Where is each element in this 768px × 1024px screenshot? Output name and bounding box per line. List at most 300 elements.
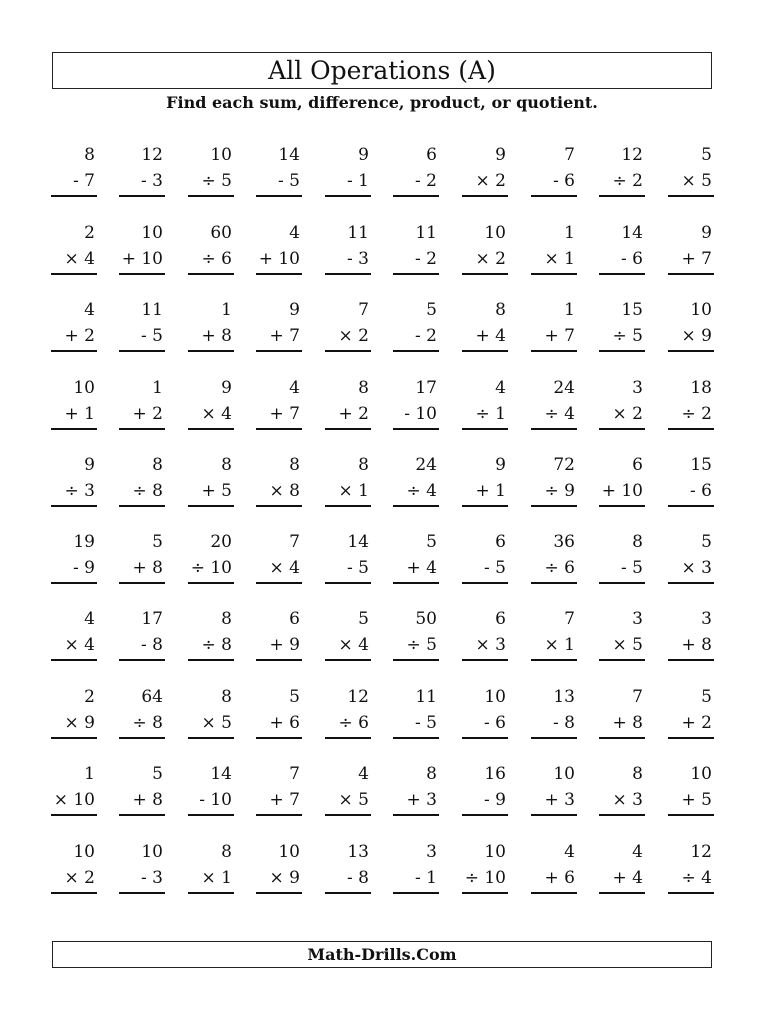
problem-top-number: 15 [690,455,712,475]
answer-line [256,350,302,352]
problem-top-number: 8 [632,764,643,784]
answer-line [188,582,234,584]
problem-operator-number: + 5 [681,790,712,810]
problem-operator-number: × 5 [681,171,712,191]
problem-operator-number: × 1 [338,481,369,501]
problem [119,609,165,669]
problem-top-number: 8 [221,455,232,475]
problem [668,842,714,902]
problem [668,455,714,515]
answer-line [119,195,165,197]
problem-operator-number: ÷ 10 [464,868,506,888]
problem-operator-number: - 9 [484,790,506,810]
problem-top-number: 6 [495,532,506,552]
answer-line [393,737,439,739]
problem [119,145,165,205]
problem-top-number: 10 [278,842,300,862]
problem-top-number: 50 [415,609,437,629]
problem-top-number: 9 [495,455,506,475]
problem-top-number: 3 [701,609,712,629]
problem-top-number: 1 [564,223,575,243]
problem-top-number: 10 [73,842,95,862]
answer-line [51,273,97,275]
problem-top-number: 9 [221,378,232,398]
problem-operator-number: ÷ 8 [132,481,163,501]
problem-operator-number: ÷ 9 [544,481,575,501]
problem-operator-number: + 10 [258,249,300,269]
answer-line [256,505,302,507]
answer-line [188,505,234,507]
problem-operator-number: - 6 [484,713,506,733]
problem-operator-number: × 9 [64,713,95,733]
problem-operator-number: - 2 [415,171,437,191]
problem-operator-number: - 5 [484,558,506,578]
problem-top-number: 11 [347,223,369,243]
problem-operator-number: - 10 [199,790,232,810]
problem-operator-number: + 7 [269,326,300,346]
problem-operator-number: - 5 [415,713,437,733]
problem [531,842,577,902]
answer-line [462,814,508,816]
problem [51,842,97,902]
problem-top-number: 10 [141,223,163,243]
problem [599,764,645,824]
answer-line [119,892,165,894]
problem [51,145,97,205]
answer-line [462,737,508,739]
answer-line [462,659,508,661]
answer-line [462,273,508,275]
problem-operator-number: ÷ 6 [338,713,369,733]
problem-top-number: 1 [564,300,575,320]
problem-operator-number: ÷ 4 [406,481,437,501]
problem [393,609,439,669]
problem-operator-number: + 1 [475,481,506,501]
problem-operator-number: ÷ 4 [544,404,575,424]
problem-operator-number: × 4 [201,404,232,424]
problem-operator-number: ÷ 5 [201,171,232,191]
answer-line [599,505,645,507]
problem [188,145,234,205]
problem [256,378,302,438]
answer-line [531,350,577,352]
answer-line [393,428,439,430]
answer-line [256,659,302,661]
problem-top-number: 5 [426,300,437,320]
problem [51,764,97,824]
problem-operator-number: × 3 [612,790,643,810]
problem [668,378,714,438]
problem-operator-number: ÷ 2 [612,171,643,191]
problem-top-number: 12 [621,145,643,165]
answer-line [51,505,97,507]
answer-line [668,659,714,661]
problem [599,300,645,360]
answer-line [188,737,234,739]
problem-top-number: 2 [84,687,95,707]
problem-operator-number: + 8 [132,558,163,578]
problem [462,455,508,515]
answer-line [531,892,577,894]
answer-line [462,195,508,197]
problem-top-number: 5 [358,609,369,629]
problem [531,300,577,360]
problem [325,223,371,283]
problem-operator-number: - 5 [347,558,369,578]
problem-operator-number: × 2 [612,404,643,424]
problem-top-number: 3 [632,378,643,398]
problem-top-number: 4 [289,223,300,243]
answer-line [393,273,439,275]
problem-top-number: 1 [84,764,95,784]
problem-top-number: 10 [210,145,232,165]
problem-operator-number: - 5 [141,326,163,346]
answer-line [51,582,97,584]
problem [188,378,234,438]
problem-operator-number: × 4 [269,558,300,578]
problem [531,764,577,824]
problem [599,455,645,515]
answer-line [599,892,645,894]
answer-line [51,350,97,352]
answer-line [668,350,714,352]
problem [256,455,302,515]
answer-line [325,505,371,507]
problem-top-number: 8 [152,455,163,475]
problem-operator-number: - 7 [73,171,95,191]
problem [531,609,577,669]
problem-operator-number: - 3 [141,868,163,888]
answer-line [531,814,577,816]
problem [462,764,508,824]
answer-line [462,428,508,430]
problem-top-number: 12 [690,842,712,862]
problem-top-number: 5 [152,532,163,552]
problem-operator-number: ÷ 3 [64,481,95,501]
problem [119,687,165,747]
problem-top-number: 6 [495,609,506,629]
answer-line [325,428,371,430]
worksheet-title: All Operations (A) [52,52,712,89]
problem-operator-number: + 4 [406,558,437,578]
answer-line [188,428,234,430]
problem [119,455,165,515]
problem [668,609,714,669]
problem [325,532,371,592]
problem-top-number: 1 [152,378,163,398]
problem-top-number: 6 [632,455,643,475]
answer-line [668,582,714,584]
problem [188,687,234,747]
answer-line [325,582,371,584]
problem-operator-number: - 1 [415,868,437,888]
answer-line [188,350,234,352]
answer-line [119,428,165,430]
problem-operator-number: + 7 [269,790,300,810]
problem-operator-number: ÷ 6 [544,558,575,578]
problem-operator-number: - 5 [621,558,643,578]
problem [325,145,371,205]
problem [188,842,234,902]
problem [668,764,714,824]
answer-line [599,737,645,739]
problem-top-number: 10 [484,687,506,707]
problem-top-number: 64 [141,687,163,707]
answer-line [668,505,714,507]
problem-operator-number: + 2 [338,404,369,424]
answer-line [51,659,97,661]
problem-top-number: 8 [632,532,643,552]
problem-operator-number: + 6 [544,868,575,888]
problem-operator-number: + 4 [612,868,643,888]
problem [462,378,508,438]
problem-top-number: 7 [289,532,300,552]
problem-top-number: 4 [564,842,575,862]
problem-top-number: 60 [210,223,232,243]
problem [668,145,714,205]
problem-operator-number: × 5 [338,790,369,810]
footer-credit: Math-Drills.Com [52,941,712,968]
problem-top-number: 5 [289,687,300,707]
problem-top-number: 9 [701,223,712,243]
answer-line [531,505,577,507]
problem [256,300,302,360]
problem [256,764,302,824]
problem-top-number: 24 [553,378,575,398]
problem-top-number: 3 [426,842,437,862]
problem [51,455,97,515]
problem [668,300,714,360]
problem-top-number: 12 [141,145,163,165]
problem-operator-number: ÷ 10 [190,558,232,578]
problem-operator-number: - 2 [415,249,437,269]
problem-top-number: 8 [358,455,369,475]
problem [119,532,165,592]
problem-top-number: 1 [221,300,232,320]
problem-top-number: 8 [84,145,95,165]
answer-line [668,428,714,430]
answer-line [51,195,97,197]
problem-operator-number: × 2 [338,326,369,346]
problem [599,145,645,205]
problem [51,687,97,747]
problem-operator-number: × 4 [338,635,369,655]
answer-line [188,195,234,197]
answer-line [393,814,439,816]
problem [188,609,234,669]
problem-operator-number: + 8 [681,635,712,655]
problem [668,223,714,283]
answer-line [256,814,302,816]
problem-operator-number: × 2 [475,171,506,191]
problem [531,223,577,283]
answer-line [325,737,371,739]
problem-top-number: 72 [553,455,575,475]
answer-line [256,273,302,275]
problem [462,687,508,747]
problem [462,223,508,283]
problem-operator-number: ÷ 8 [201,635,232,655]
problem-top-number: 8 [221,687,232,707]
problem [51,532,97,592]
problem-operator-number: + 8 [201,326,232,346]
problem [119,378,165,438]
problem-top-number: 4 [632,842,643,862]
answer-line [531,428,577,430]
problem [119,223,165,283]
problem-top-number: 10 [690,764,712,784]
problem-operator-number: × 4 [64,249,95,269]
problem-operator-number: + 3 [406,790,437,810]
problem-top-number: 4 [289,378,300,398]
answer-line [256,892,302,894]
problem-top-number: 5 [701,687,712,707]
answer-line [325,273,371,275]
answer-line [668,814,714,816]
answer-line [393,582,439,584]
problem-top-number: 8 [221,842,232,862]
problem [599,532,645,592]
problem-top-number: 11 [415,223,437,243]
answer-line [325,814,371,816]
problem-top-number: 24 [415,455,437,475]
problem-operator-number: - 10 [404,404,437,424]
answer-line [51,428,97,430]
problem [325,687,371,747]
problem-operator-number: + 8 [612,713,643,733]
problem-operator-number: - 2 [415,326,437,346]
problem [462,609,508,669]
problem-top-number: 5 [701,145,712,165]
problem-operator-number: + 9 [269,635,300,655]
problem-operator-number: × 1 [201,868,232,888]
problem-top-number: 14 [621,223,643,243]
problem-top-number: 9 [84,455,95,475]
answer-line [119,582,165,584]
problem-top-number: 7 [564,609,575,629]
problem-top-number: 8 [358,378,369,398]
problem-operator-number: + 2 [132,404,163,424]
answer-line [668,195,714,197]
problem-top-number: 8 [289,455,300,475]
answer-line [599,273,645,275]
answer-line [531,582,577,584]
answer-line [256,582,302,584]
problem-top-number: 14 [210,764,232,784]
problem [256,532,302,592]
problem [462,145,508,205]
answer-line [325,350,371,352]
problem [256,609,302,669]
problem [393,223,439,283]
problem-top-number: 5 [152,764,163,784]
problem [462,300,508,360]
problem-top-number: 10 [484,223,506,243]
answer-line [188,892,234,894]
problem [393,764,439,824]
answer-line [462,505,508,507]
answer-line [393,892,439,894]
problem-top-number: 10 [553,764,575,784]
problem [599,687,645,747]
problem [325,609,371,669]
problem-operator-number: - 3 [141,171,163,191]
problem-operator-number: - 8 [141,635,163,655]
problem-operator-number: - 1 [347,171,369,191]
answer-line [51,814,97,816]
answer-line [325,659,371,661]
answer-line [325,892,371,894]
problem [393,378,439,438]
problem-operator-number: - 9 [73,558,95,578]
problem-operator-number: ÷ 8 [132,713,163,733]
problem-operator-number: - 5 [278,171,300,191]
problem [599,842,645,902]
problem-operator-number: × 2 [475,249,506,269]
problem-top-number: 11 [415,687,437,707]
problem [393,842,439,902]
problem [462,842,508,902]
problem-operator-number: × 9 [269,868,300,888]
answer-line [599,195,645,197]
problem [51,378,97,438]
problem-top-number: 18 [690,378,712,398]
problem-operator-number: × 5 [201,713,232,733]
problem [393,687,439,747]
problem [393,145,439,205]
problem [119,842,165,902]
problem-top-number: 4 [495,378,506,398]
answer-line [188,814,234,816]
answer-line [531,195,577,197]
problem [256,223,302,283]
answer-line [393,350,439,352]
problem [393,300,439,360]
problem-top-number: 9 [289,300,300,320]
problem [119,300,165,360]
answer-line [325,195,371,197]
problem-operator-number: × 9 [681,326,712,346]
problem [119,764,165,824]
problem-operator-number: + 7 [269,404,300,424]
problem-operator-number: + 6 [269,713,300,733]
problem-top-number: 13 [347,842,369,862]
problem-top-number: 10 [484,842,506,862]
answer-line [599,659,645,661]
problem [256,687,302,747]
answer-line [119,505,165,507]
problem-top-number: 5 [701,532,712,552]
answer-line [599,428,645,430]
problem-operator-number: + 1 [64,404,95,424]
problem-top-number: 7 [358,300,369,320]
problem-operator-number: × 10 [53,790,95,810]
problem-operator-number: × 1 [544,249,575,269]
problem [531,378,577,438]
problem-operator-number: + 3 [544,790,575,810]
problem-top-number: 11 [141,300,163,320]
problem-operator-number: + 2 [681,713,712,733]
problem-operator-number: × 2 [64,868,95,888]
problem [256,842,302,902]
problem-top-number: 12 [347,687,369,707]
problem-operator-number: × 3 [475,635,506,655]
answer-line [393,659,439,661]
answer-line [668,892,714,894]
problem [531,687,577,747]
problem [188,455,234,515]
problem [599,609,645,669]
